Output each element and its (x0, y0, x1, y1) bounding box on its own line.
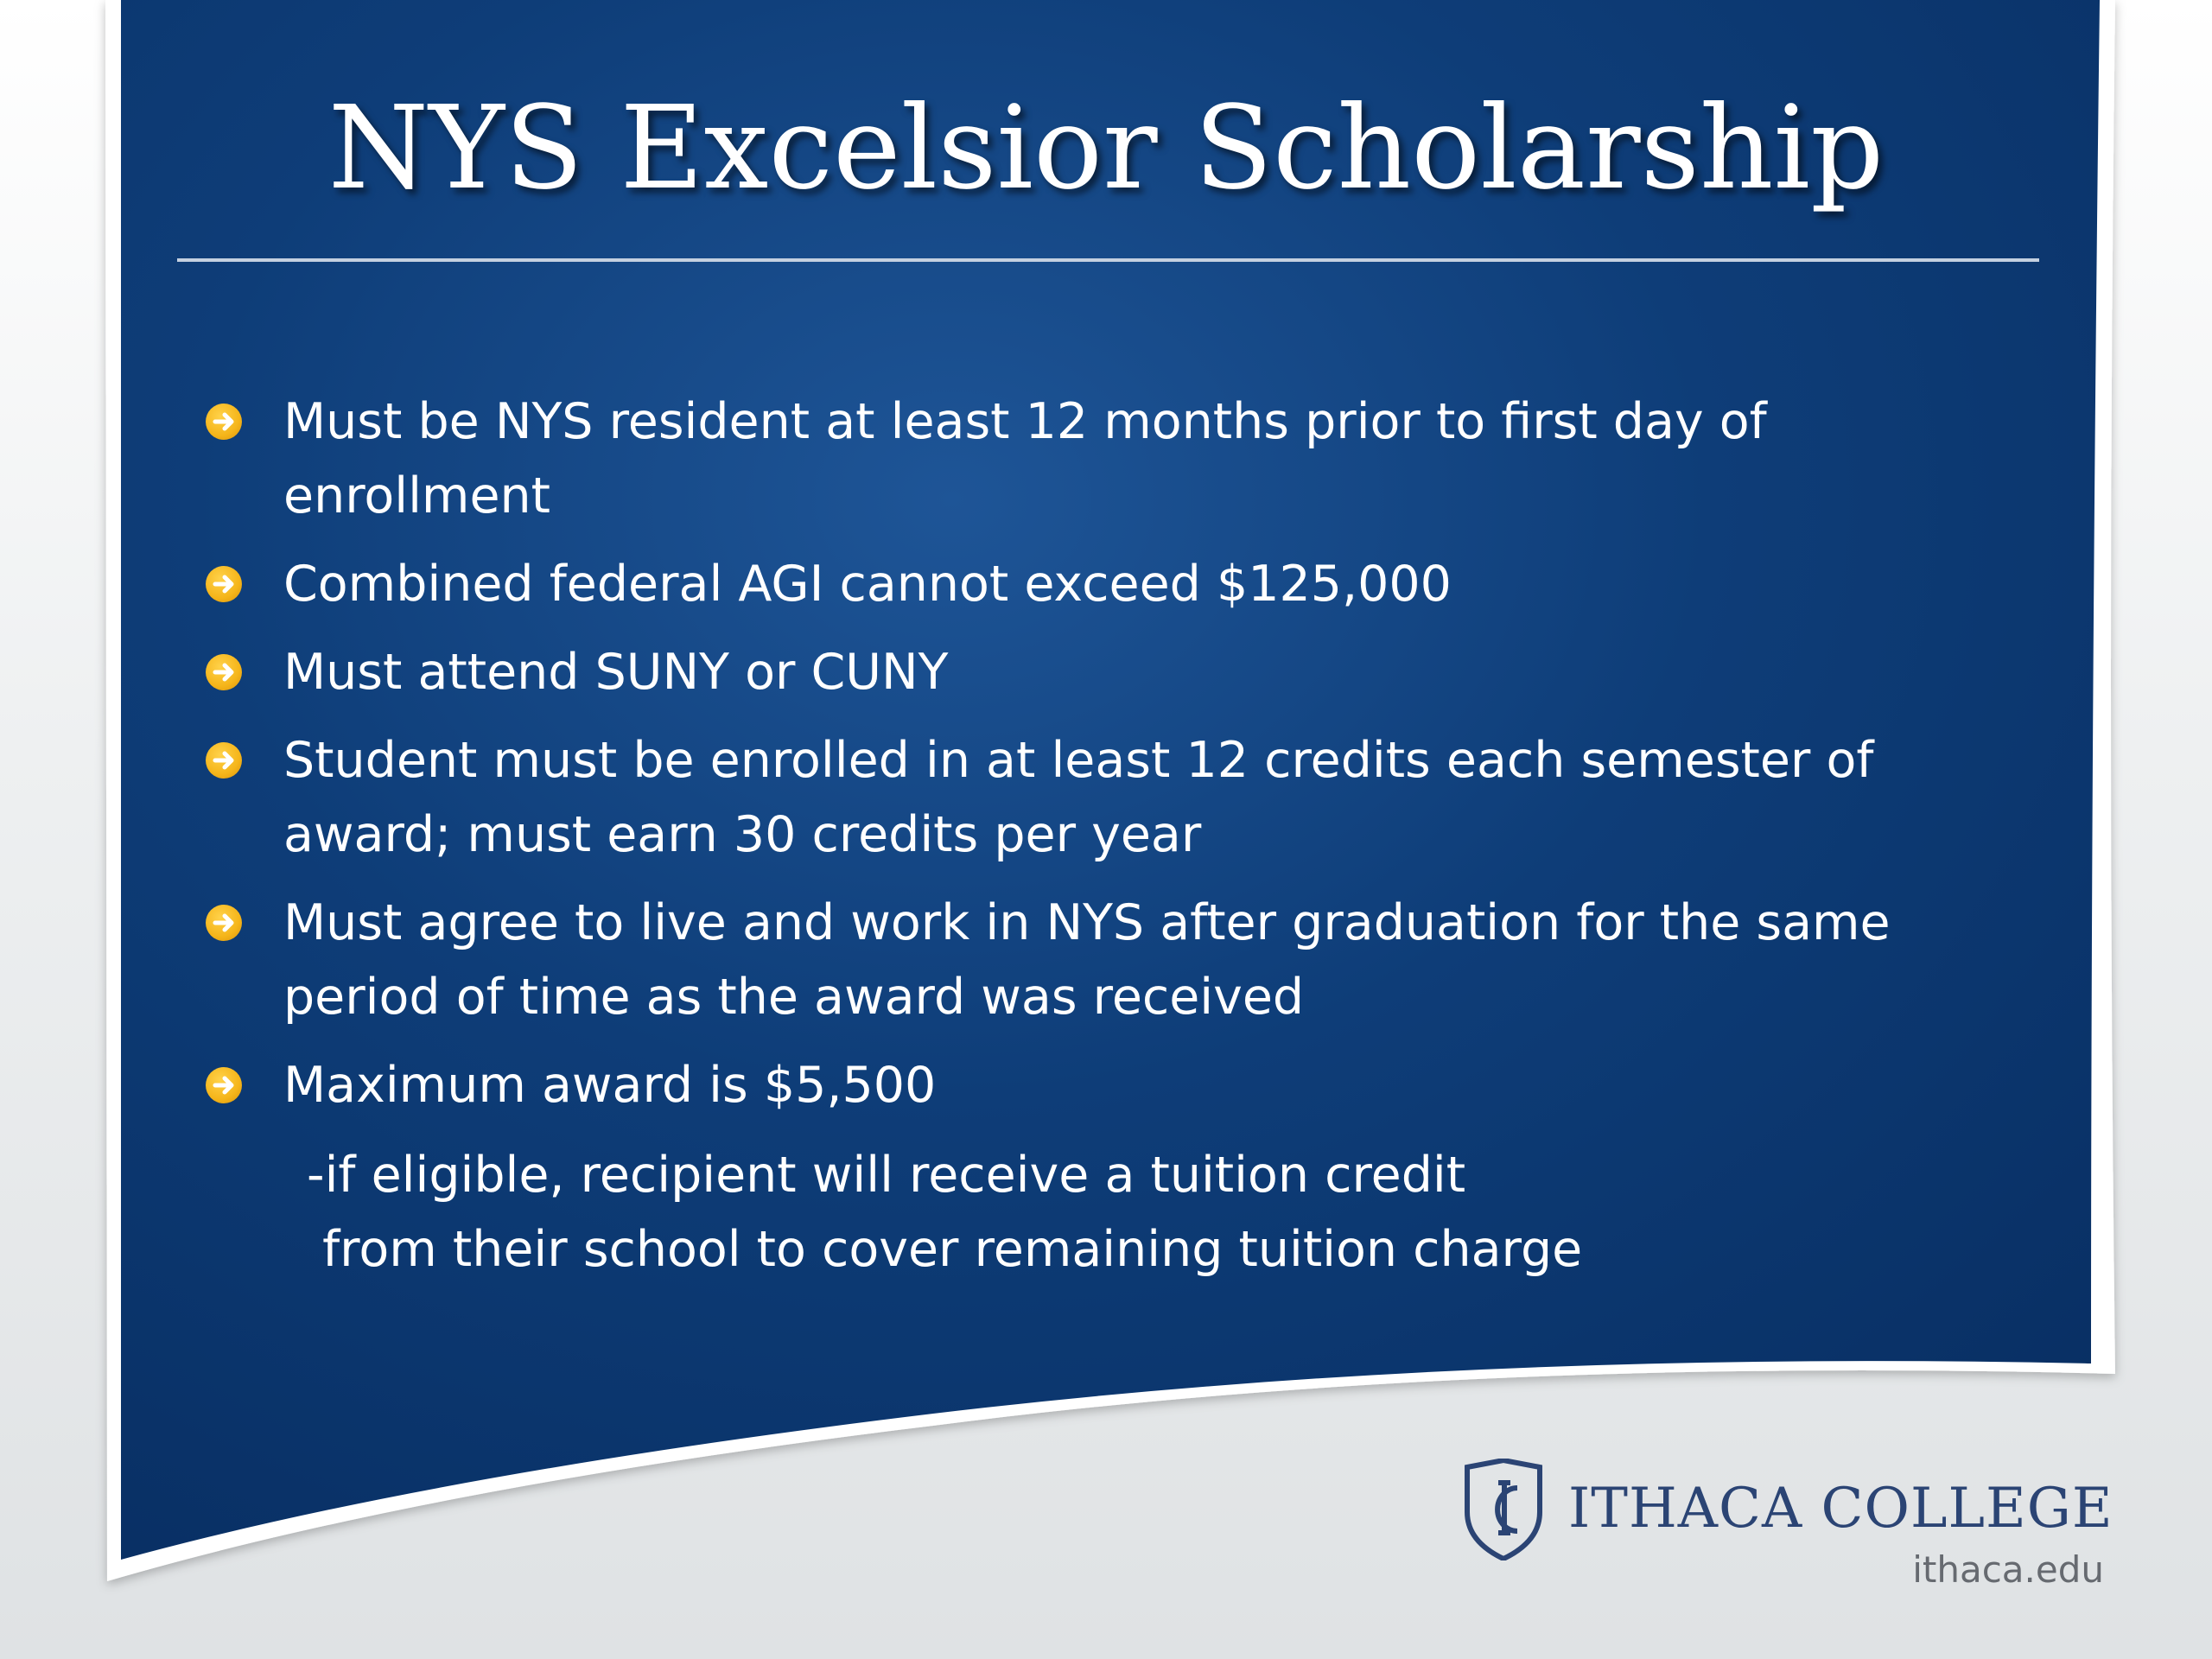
arrow-bullet-icon (206, 905, 242, 941)
bullet-text: Must be NYS resident at least 12 months prior to first day of enrollment (283, 393, 1767, 524)
sub-note (307, 1138, 1582, 1287)
bullet-text: Combined federal AGI cannot exceed $125,000 (283, 556, 1452, 613)
arrow-bullet-icon (206, 566, 242, 602)
sub-note-line: from their school to cover remaining tuition charge (307, 1221, 1583, 1278)
college-website: ithaca.edu (1912, 1548, 2104, 1591)
shield-logo-icon (1460, 1459, 1547, 1560)
title-divider (177, 258, 2039, 262)
bullet-item (206, 635, 1960, 709)
bullet-text: Must agree to live and work in NYS after graduation for the same period of time as the award was received (283, 894, 1891, 1026)
bullet-item (206, 547, 1960, 621)
sub-note-line: -if eligible, recipient will receive a tuition credit (307, 1147, 1466, 1204)
bullet-text: Must attend SUNY or CUNY (283, 644, 949, 701)
slide-title: NYS Excelsior Scholarship (327, 82, 1885, 215)
bullet-item (206, 385, 1960, 533)
bullet-text: Student must be enrolled in at least 12 credits each semester of award; must earn 30 credits per year (283, 732, 1874, 863)
arrow-bullet-icon (206, 654, 242, 690)
arrow-bullet-icon (206, 742, 242, 779)
college-name: ITHACA COLLEGE (1568, 1477, 2113, 1541)
bullet-item (206, 1048, 1960, 1122)
arrow-bullet-icon (206, 1067, 242, 1103)
bullet-list (206, 385, 1960, 1136)
bullet-text: Maximum award is $5,500 (283, 1057, 937, 1114)
arrow-bullet-icon (206, 404, 242, 440)
bullet-item (206, 723, 1960, 872)
bullet-item (206, 886, 1960, 1034)
college-logo (1456, 1459, 2113, 1597)
